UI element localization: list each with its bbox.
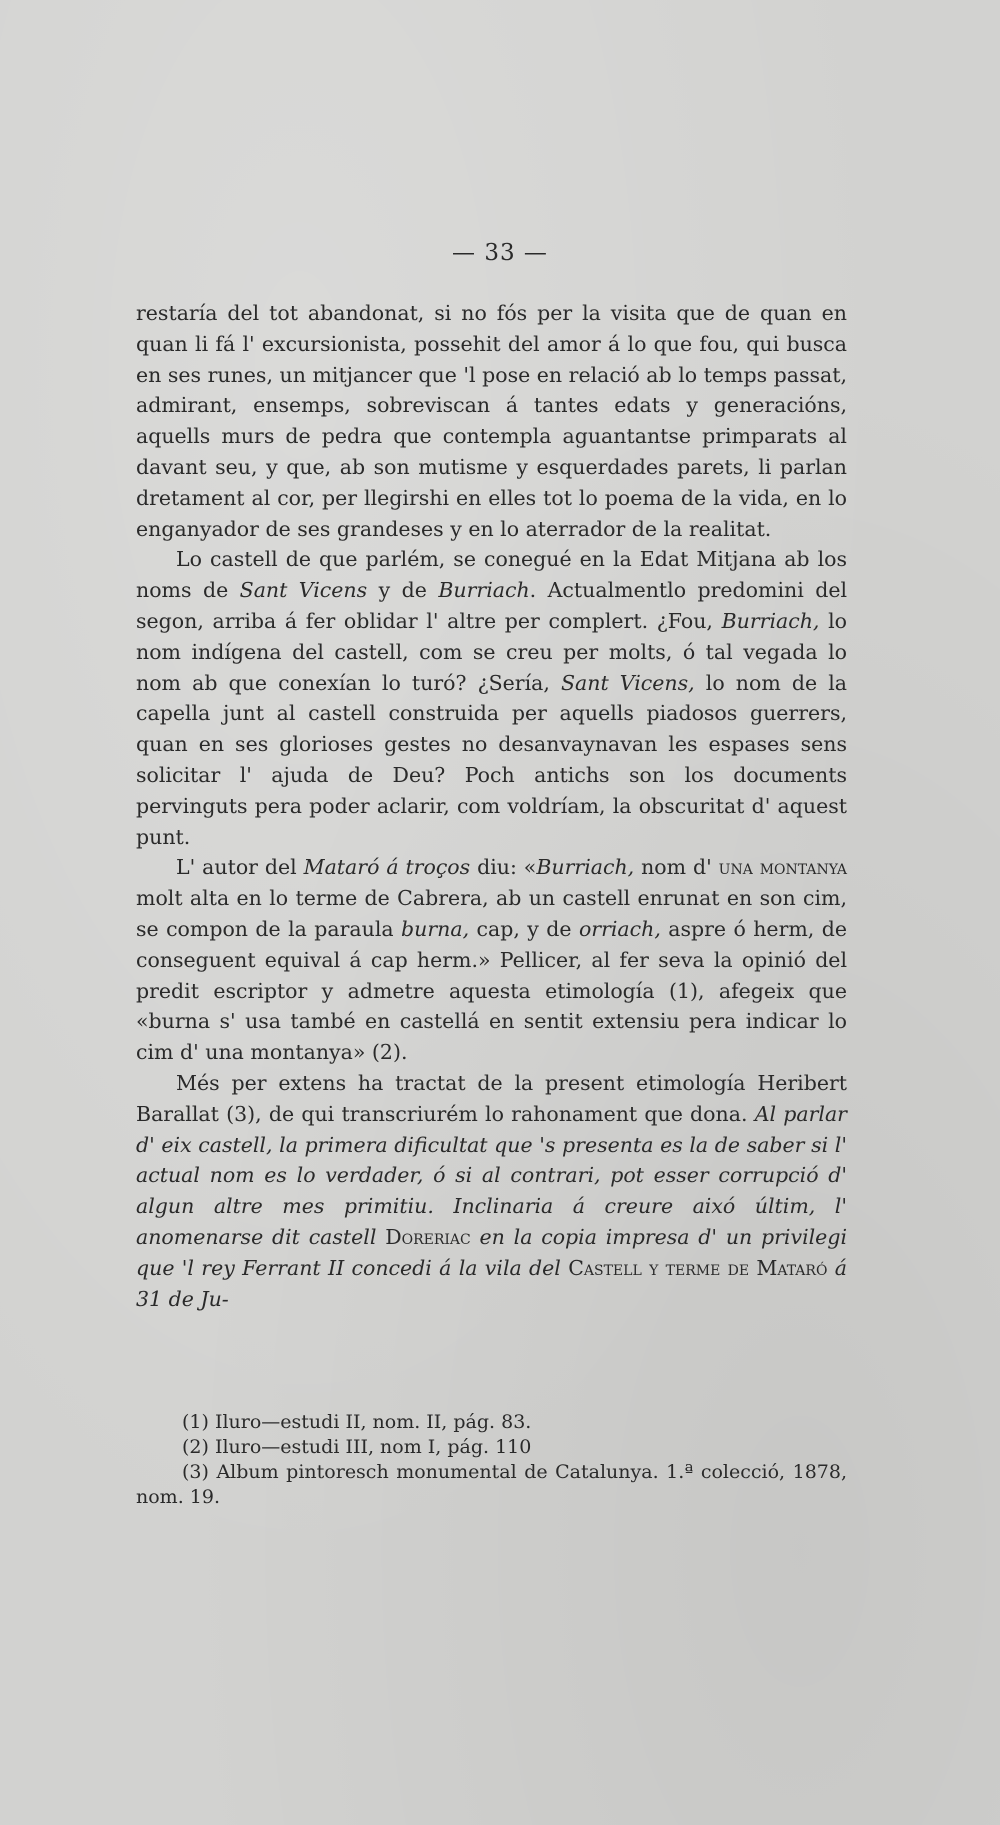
italic-run: Burriach, — [536, 855, 635, 880]
text-run: L' autor del — [176, 855, 304, 880]
italic-run: Burriach — [438, 578, 530, 603]
paragraph — [136, 298, 847, 544]
italic-run: Sant Vicens — [239, 578, 368, 603]
text-run: Més per extens ha tractat de la present etimología Heribert Barallat (3), de qui transcriurém lo rahonament que dona. — [136, 1070, 847, 1126]
text-run: aspre ó herm, de conseguent equival á cap herm.» Pellicer, al fer seva la opinió del predit escriptor y admetre aquesta etimología (1), afegeix que «burna s' usa també en castellá en sentit extensiu pera indicar lo cim d' una montanya» (2). — [136, 916, 847, 1065]
footnote: (2) Iluro—estudi III, nom I, pág. 110 — [182, 1436, 532, 1458]
text-run: Lo castell de que parlém, se conegué en la Edat Mitjana ab los noms de — [136, 547, 847, 603]
text-run: restaría del tot abandonat, si no fós per la visita que de quan en quan li fá l' excursionista, possehit del amor á lo que fou, qui busca en ses runes, un mitjancer que 'l pose en relació ab lo temps passat, admirant, ensemps, sobreviscan á tantes edats y generacións, aquells murs de pedra que contempla aguantantse primparats al davant seu, y que, ab son mutisme y esquerdades parets, li parlan dretament al cor, per llegirshi en elles tot lo poema de la vida, en lo enganyador de ses grandeses y en lo aterrador de la realitat. — [136, 301, 847, 541]
footnote: (3) Album pintoresch monumental de Catalunya. 1.ª colecció, 1878, nom. 19. — [136, 1461, 847, 1508]
italic-run: Sant Vicens, — [560, 670, 695, 695]
small-caps-run: Castell y terme de Mataró — [568, 1255, 828, 1280]
italic-run: Mataró á troços — [303, 855, 471, 880]
italic-run: Al parlar d' eix castell, la primera dificultat que 's presenta es la de saber si l' actual nom es lo verdader, ó si al contrari, pot esser corrupció d' algun altre mes primitiu. Inclinaria á creure aixó últim, l' anomenarse dit castell — [136, 1101, 847, 1249]
text-run: diu: « — [470, 855, 537, 880]
paragraph — [136, 544, 847, 852]
paragraph — [136, 852, 847, 1068]
italic-run: en la copia impresa d' un privilegi que 'l rey Ferrant II concedi á la vila del — [136, 1224, 847, 1280]
text-run: lo nom de la capella junt al castell construida per aquells piadosos guerrers, quan en ses glorioses gestes no desanvaynavan les espases sens solicitar l' ajuda de Deu? Poch antichs son los documents pervinguts pera poder aclarir, com voldríam, la obscuritat d' aquest punt. — [136, 670, 848, 849]
small-caps-run: una montanya — [718, 855, 847, 880]
italic-run: Burriach, — [721, 608, 820, 633]
italic-run: á 31 de Ju- — [136, 1255, 847, 1311]
italic-run: orriach, — [578, 916, 661, 941]
page-number: — 33 — — [452, 240, 548, 266]
text-run: molt alta en lo terme de Cabrera, ab un castell enrunat en son cim, se compon de la paraula — [136, 886, 847, 941]
footnote: (1) Iluro—estudi II, nom. II, pág. 83. — [182, 1411, 532, 1433]
text-run: lo nom indígena del castell, com se creu per molts, ó tal vegada lo nom ab que conexían lo turó? ¿Sería, — [136, 608, 847, 695]
italic-run: burna, — [401, 916, 470, 941]
paragraph — [136, 1068, 847, 1314]
text-run: . Actualmentlo predomini del segon, arriba á fer oblidar l' altre per complert. ¿Fou, — [136, 578, 848, 633]
small-caps-run: Doreriac — [385, 1224, 471, 1249]
text-run: cap, y de — [469, 916, 579, 941]
body-text — [136, 298, 847, 1314]
text-run: nom d' — [634, 855, 719, 880]
text-run: y de — [367, 578, 439, 603]
footnotes — [136, 1410, 847, 1510]
